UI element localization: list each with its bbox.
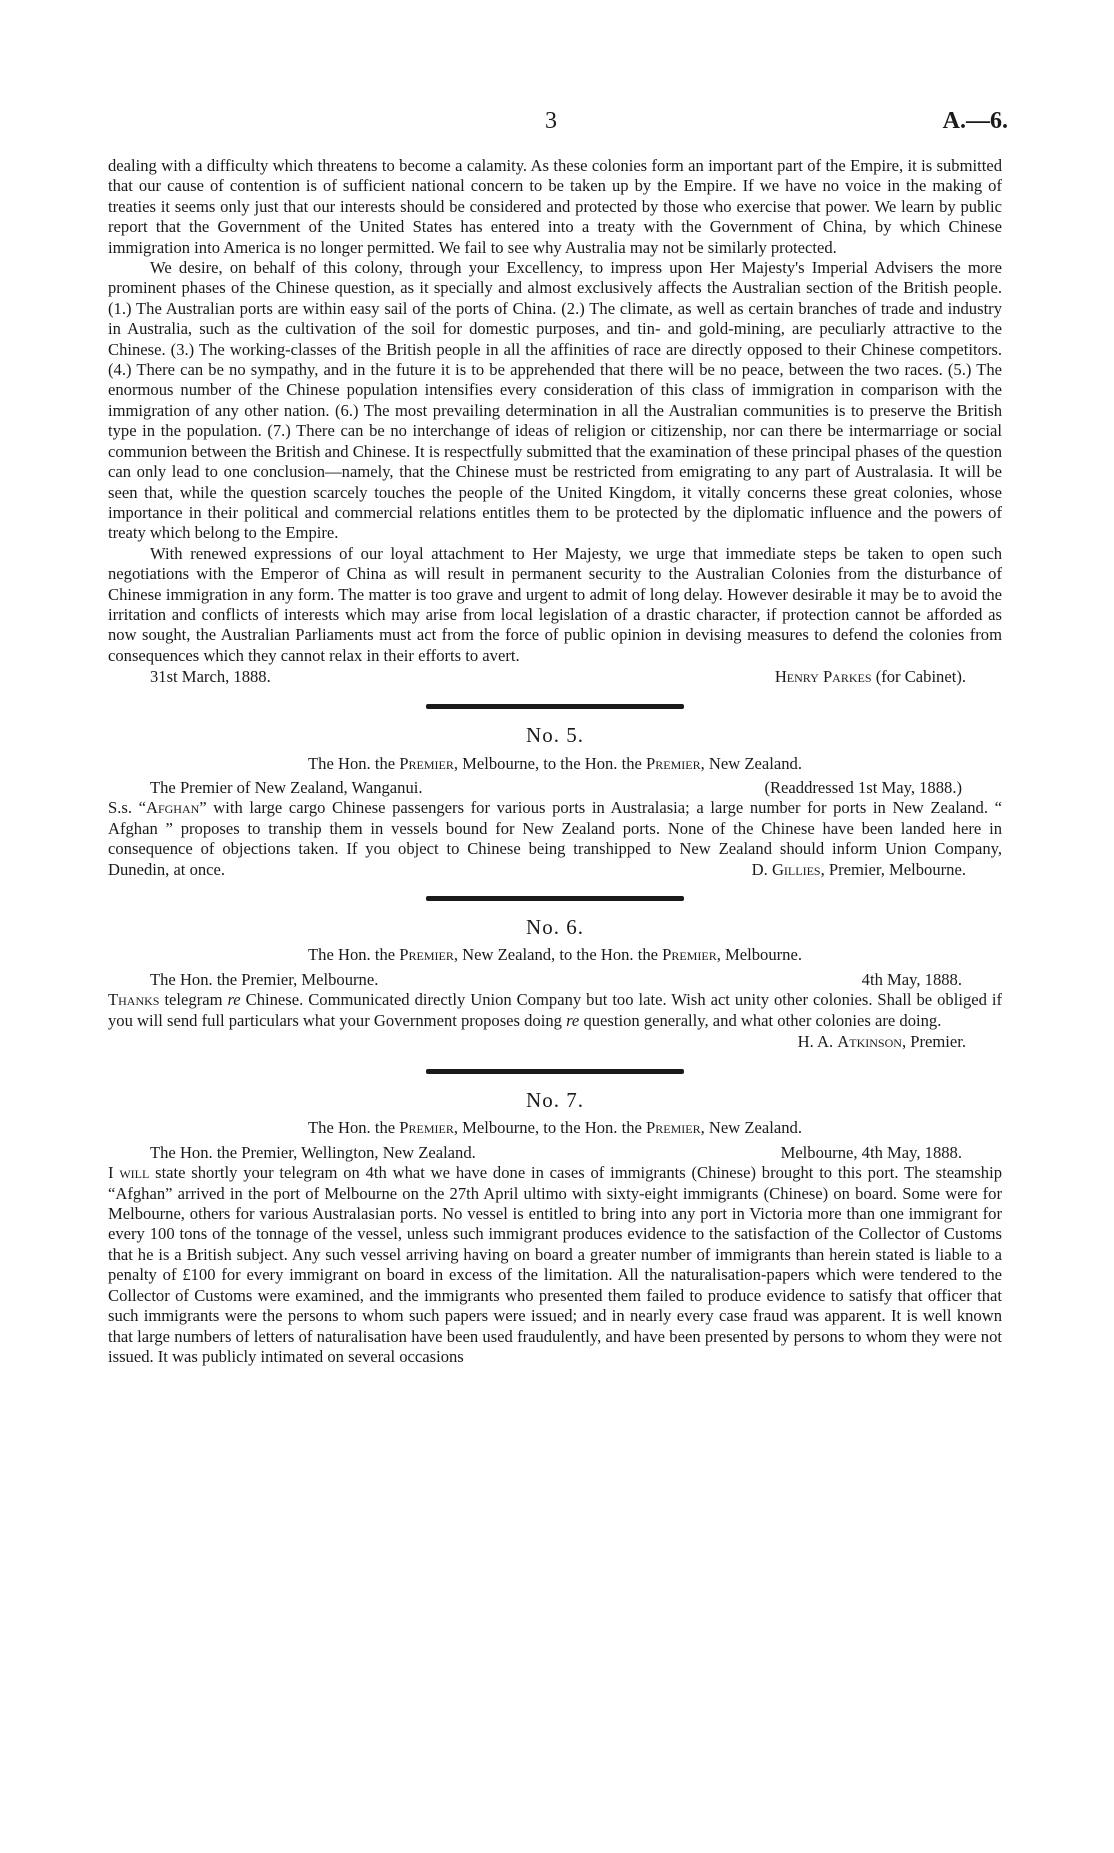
route-text: , Melbourne. [716,945,802,965]
section-heading: No. 5. [526,723,584,748]
section-divider [426,896,684,901]
route-text: , Melbourne, to the Hon. the [453,753,642,773]
route-text: , New Zealand. [700,1118,802,1138]
signatory-name: Gillies [771,859,821,879]
paragraph: With renewed expressions of our loyal attachment to Her Majesty, we urge that immediate steps be taken to open such negotiations with the Emperor of China as will result in permanent security to the Australian Colonies from the disturbance of Chinese immigration in any form. The matter is too grave and urgent to admit of long delay. However desirable it may be to avoid the irritation and conflicts of interests which may arise from local legislation of a drastic character, if protection cannot be afforded as now sought, the Australian Parliaments must act from the force of public opinion in devising measures to defend the colonies from consequences which they cannot relax in their efforts to avert. [108,543,1002,665]
paragraph: We desire, on behalf of this colony, through your Excellency, to impress upon Her Majesty's Imperial Advisers the more prominent phases of the Chinese question, as it specially and almost exclusively affects the Australian section of the British people. (1.) The Australian ports are within easy sail of the ports of China. (2.) The climate, as well as certain branches of trade and industry in Australia, such as the cultivation of the soil for domestic purposes, and tin- and gold-mining, are peculiarly attractive to the Chinese. (3.) The working-classes of the British people in all the affinities of race are directly opposed to their Chinese competitors. (4.) There can be no sympathy, and in the future it is to be apprehended that there will be no peace, between the two races. (5.) The enormous number of the Chinese population intensifies every consideration of this class of immigration in comparison with the immigration of any other nation. (6.) The most prevailing determination in all the Australian communities is to preserve the British type in the population. (7.) There can be no interchange of ideas of religion or citizenship, nor can there be intermarriage or social communion between the British and Chinese. It is respectfully submitted that the examination of these principal phases of the question can only lead to one conclusion—namely, that the Chinese must be restricted from emigrating to any part of Australasia. It will be seen that, while the question scarcely touches the people of the United Kingdom, it vitally concerns these great colonies, whose importance in their political and commercial relations entitles them to be protected by the diplomatic influence and the powers of treaty which belong to the Empire. [108,258,1003,543]
dateline: Melbourne, 4th May, 1888. [780,1142,962,1162]
address-row [108,970,1002,990]
route-line [108,1118,1002,1138]
text-run: I will [108,1163,150,1183]
text-run: question generally, and what other colonies are doing. [579,1010,942,1030]
route-title: Premier [662,945,717,965]
paragraph: dealing with a difficulty which threatens to become a calamity. As these colonies form an important part of the Empire, it is submitted that our cause of contention is of sufficient national concern to be taken up by the Empire. If we have no voice in the making of treaties it seems only just that our interests should be considered and protected by those who exercise that power. We learn by public report that the Government of the United States has entered into a treaty with the Government of China, by which Chinese immigration into America is no longer permitted. We fail to see why Australia may not be similarly protected. [108,156,1002,257]
section-no-4-continuation [108,156,1002,688]
addressee: The Premier of New Zealand, Wanganui. [150,777,423,797]
document-body [108,156,1002,1367]
addressee: The Hon. the Premier, Wellington, New Zealand. [150,1142,476,1162]
signatory-suffix: , Premier. [901,1031,966,1051]
letter-date: 31st March, 1888. [150,666,271,686]
telegram-body [108,1163,1002,1367]
signatory-name: Atkinson [837,1031,902,1051]
signature-row [108,1031,1002,1053]
addressee: The Hon. the Premier, Melbourne. [150,969,379,989]
signature [775,667,1002,687]
section-no-6 [108,917,1002,1053]
route-title: Premier [646,1118,701,1138]
signatory-suffix: , Premier, Melbourne. [820,859,966,879]
text-run: Thanks [108,990,160,1010]
section-no-7 [108,1090,1002,1367]
signature [752,860,1002,880]
route-line [108,754,1002,774]
page-number: 3 [545,108,557,134]
text-run: telegram [159,990,228,1010]
text-run: re [227,990,241,1010]
address-row [108,778,1002,798]
telegram-body [108,798,1002,880]
address-row [108,1143,1002,1163]
signatory-name: Henry Parkes [774,666,872,686]
text-run: Chinese. Communicated directly Union Company but too late. Wish act unity other colonies. Shall be obliged if you will send full particulars what your Government proposes doing [108,990,1002,1030]
section-heading: No. 7. [526,1088,584,1113]
ship-name: Afghan [145,798,200,818]
signatory-suffix: (for Cabinet). [875,666,966,686]
section-divider [426,704,684,709]
route-text: The Hon. the [308,753,396,773]
page-header [0,108,1114,138]
route-text: The Hon. the [308,1118,396,1138]
route-line [108,945,1002,965]
route-text: , New Zealand, to the Hon. the [453,945,658,965]
dateline: (Readdressed 1st May, 1888.) [764,777,962,797]
route-title: Premier [399,753,454,773]
section-heading: No. 6. [526,915,584,939]
route-title: Premier [399,1118,454,1138]
route-text: The Hon. the [308,945,396,965]
route-text: , Melbourne, to the Hon. the [453,1118,642,1138]
section-divider [426,1069,684,1074]
signature [798,1032,1002,1052]
text-run: re [566,1010,580,1030]
signatory-initial: D. [751,859,768,879]
route-text: , New Zealand. [700,753,802,773]
text-run: state shortly your telegram on 4th what we have done in cases of immigrants (Chinese) brought to this port. The steamship “Afghan” arrived in the port of Melbourne on the 27th April ultimo with sixty-eight immigrants (Chinese) on board. Some were for Melbourne, others for various Australasian ports. No vessel is entitled to bring into any port in Victoria more than one immigrant for every 100 tons of the tonnage of the vessel, unless such immigrant produces evidence to the satisfaction of the Collector of Customs that he is a British subject. Any such vessel arriving having on board a greater number of immigrants than herein stated is liable to a penalty of £100 for every immigrant on board in excess of the limitation. All the naturalisation-papers which were tendered to the Collector of Customs were examined, and the immigrants who presented them failed to produce evidence to satisfy that officer that such immigrants were the persons to whom such papers were issued; and in nearly every case fraud was apparent. It is well known that large numbers of letters of naturalisation have been used fraudulently, and have been presented by persons to whom they were not issued. It was publicly intimated on several occasions [108,1163,1002,1366]
route-title: Premier [646,753,701,773]
signature-row [108,666,1002,688]
signatory-initial: H. A. [797,1031,834,1051]
text-run: S.s. “ [108,798,146,818]
section-no-5 [108,725,1002,880]
text-run: ” with large cargo Chinese passengers for various ports in Australasia; a large number for ports in New Zealand. “ Afghan ” proposes to tranship them in vessels bound for New Zealand ports. None of the Chinese have been landed here in consequence of objections taken. If you object to Chinese being transhipped to New Zealand should inform Union Company, Dunedin, at once. [108,798,1002,879]
telegram-body [108,990,1002,1031]
route-title: Premier [399,945,454,965]
dateline: 4th May, 1888. [861,969,962,989]
document-reference: A.—6. [942,108,1008,134]
